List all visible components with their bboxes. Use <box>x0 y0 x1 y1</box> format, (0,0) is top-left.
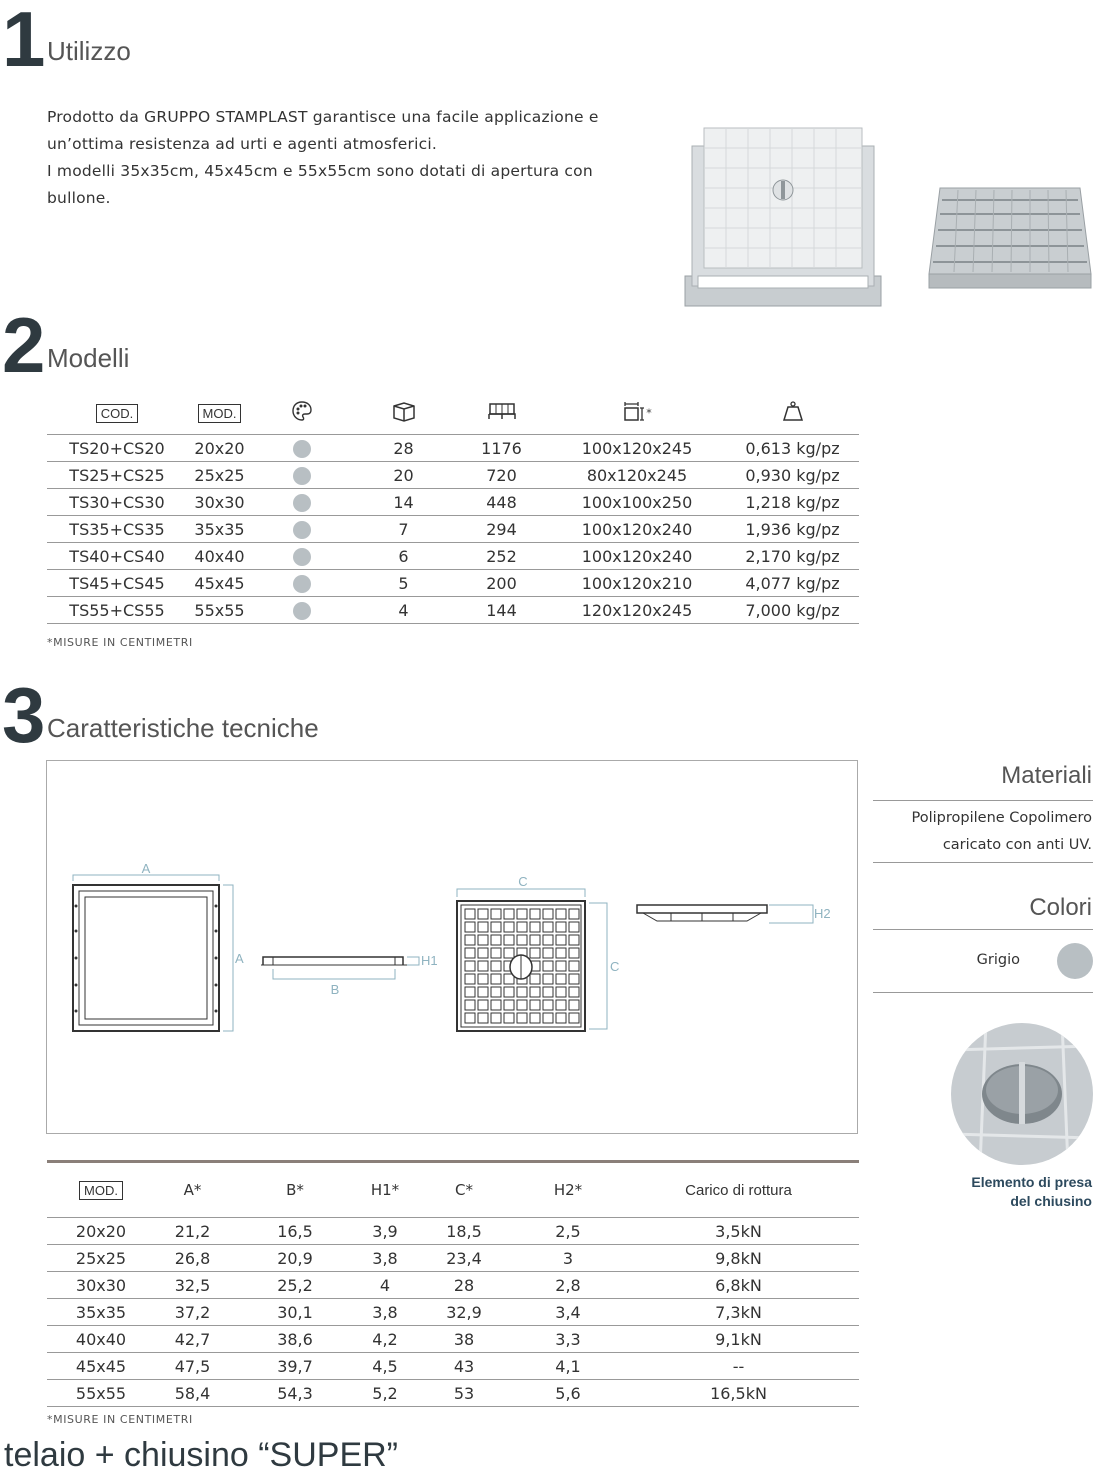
caption-line-1: Elemento di presa <box>971 1174 1092 1190</box>
technical-table <box>47 1160 859 1407</box>
technical-drawing <box>47 761 857 1133</box>
color-dot <box>293 440 311 458</box>
divider <box>873 800 1093 801</box>
table-row: 20x20 21,2 16,5 3,9 18,5 2,5 3,5kN <box>47 1218 859 1245</box>
grid-cell <box>504 909 514 919</box>
grid-cell <box>491 948 501 958</box>
grid-cell <box>504 987 514 997</box>
models-note: *MISURE IN CENTIMETRI <box>47 636 193 649</box>
grid-cell <box>478 935 488 945</box>
color-dot <box>293 467 311 485</box>
grid-cell <box>478 974 488 984</box>
grid-cell <box>543 909 553 919</box>
header-load: Carico di rottura <box>618 1162 859 1218</box>
label-b: B <box>330 982 340 997</box>
header-c: C* <box>410 1162 518 1218</box>
grid-cell <box>504 1013 514 1023</box>
table-row: 35x35 37,2 30,1 3,8 32,9 3,4 7,3kN <box>47 1299 859 1326</box>
grid-cell <box>465 909 475 919</box>
color-dot <box>293 602 311 620</box>
weight-icon <box>726 392 859 435</box>
grid-cell <box>543 922 553 932</box>
grid-cell <box>530 922 540 932</box>
table-row: TS35+CS35 35x35 7 294 100x120x240 1,936 kg/pz <box>47 516 859 543</box>
header-b: B* <box>230 1162 360 1218</box>
label-a-side: A <box>235 951 244 966</box>
grid-cell <box>504 1000 514 1010</box>
grid-cell <box>465 935 475 945</box>
color-dot <box>293 548 311 566</box>
label-h1: H1 <box>421 953 438 968</box>
table-row: TS45+CS45 45x45 5 200 100x120x210 4,077 kg/pz <box>47 570 859 597</box>
grid-cell <box>569 922 579 932</box>
grid-cell <box>465 961 475 971</box>
color-dot <box>293 575 311 593</box>
grid-cell <box>478 1000 488 1010</box>
grid-cell <box>543 974 553 984</box>
grid-cell <box>530 935 540 945</box>
divider <box>873 862 1093 863</box>
materials-text <box>912 805 1092 859</box>
grid-cell <box>569 1000 579 1010</box>
handle-caption <box>971 1173 1092 1211</box>
header-mod: MOD. <box>47 1162 155 1218</box>
section-3-number: 3 <box>2 671 44 759</box>
grid-cell <box>543 961 553 971</box>
header-h2: H2* <box>518 1162 618 1218</box>
grid-cell <box>569 948 579 958</box>
grid-cell <box>543 948 553 958</box>
grid-cell <box>478 1013 488 1023</box>
colors-title: Colori <box>1029 894 1092 921</box>
grid-cell <box>569 961 579 971</box>
grid-cell <box>491 909 501 919</box>
section-2-title: Modelli <box>47 343 130 373</box>
grid-cell <box>465 1000 475 1010</box>
table-row: 30x30 32,5 25,2 4 28 2,8 6,8kN <box>47 1272 859 1299</box>
grid-cell <box>517 1013 527 1023</box>
caption-line-2: del chiusino <box>1010 1193 1092 1209</box>
grid-cell <box>569 935 579 945</box>
table-row: 40x40 42,7 38,6 4,2 38 3,3 9,1kN <box>47 1326 859 1353</box>
table-row: TS40+CS40 40x40 6 252 100x120x240 2,170 kg/pz <box>47 543 859 570</box>
grid-cell <box>478 961 488 971</box>
materials-line-2: caricato con anti UV. <box>942 837 1092 853</box>
grid-cell <box>530 1013 540 1023</box>
grid-cell <box>491 987 501 997</box>
grid-cell <box>569 974 579 984</box>
product-frame-cover-image <box>684 126 882 308</box>
grid-cell <box>543 1000 553 1010</box>
grid-cell <box>556 961 566 971</box>
box-icon <box>352 392 455 435</box>
grid-cell <box>478 922 488 932</box>
grid-cell <box>530 948 540 958</box>
color-dot <box>293 494 311 512</box>
section-1-number: 1 <box>2 0 44 83</box>
divider <box>873 929 1093 930</box>
label-a-top: A <box>141 861 151 876</box>
grid-cell <box>478 909 488 919</box>
section-2-number: 2 <box>2 301 44 389</box>
header-mod: MOD. <box>187 392 252 435</box>
table-row: TS55+CS55 55x55 4 144 120x120x245 7,000 kg/pz <box>47 597 859 624</box>
handle-detail-image <box>950 1022 1094 1166</box>
grid-cell <box>478 948 488 958</box>
grid-cell <box>569 987 579 997</box>
section-3-title: Caratteristiche tecniche <box>47 713 319 743</box>
grid-cell <box>530 974 540 984</box>
grid-cell <box>517 922 527 932</box>
grid-cell <box>478 987 488 997</box>
grid-cell <box>530 909 540 919</box>
intro-text <box>47 104 607 212</box>
grid-cell <box>491 922 501 932</box>
grid-cell <box>465 922 475 932</box>
label-h2: H2 <box>814 906 831 921</box>
header-h1: H1* <box>360 1162 410 1218</box>
pallet-icon <box>455 392 548 435</box>
grid-cell <box>517 1000 527 1010</box>
grid-cell <box>556 974 566 984</box>
grid-cell <box>556 909 566 919</box>
grid-cell <box>543 935 553 945</box>
grid-cell <box>530 1000 540 1010</box>
table-row: 45x45 47,5 39,7 4,5 43 4,1 -- <box>47 1353 859 1380</box>
grid-cell <box>543 1013 553 1023</box>
intro-line-2: I modelli 35x35cm, 45x45cm e 55x55cm sono dotati di apertura con bullone. <box>47 162 593 207</box>
divider <box>873 992 1093 993</box>
palette-icon <box>252 392 352 435</box>
grid-cell <box>491 1000 501 1010</box>
color-dot <box>293 521 311 539</box>
grid-cell <box>465 974 475 984</box>
table-row: 25x25 26,8 20,9 3,8 23,4 3 9,8kN <box>47 1245 859 1272</box>
table-row: TS30+CS30 30x30 14 448 100x100x250 1,218 kg/pz <box>47 489 859 516</box>
section-1-title: Utilizzo <box>47 36 131 66</box>
header-cod: COD. <box>47 392 187 435</box>
grid-cell <box>491 961 501 971</box>
product-grate-image <box>928 186 1092 290</box>
grid-cell <box>556 922 566 932</box>
grid-cell <box>556 1000 566 1010</box>
models-header-row <box>47 392 859 435</box>
grid-cell <box>465 987 475 997</box>
grid-cell <box>491 935 501 945</box>
grid-cell <box>556 987 566 997</box>
grid-cell <box>491 974 501 984</box>
dimension-icon: * <box>548 392 726 435</box>
grid-cell <box>556 1013 566 1023</box>
grid-cell <box>504 948 514 958</box>
grid-cell <box>504 935 514 945</box>
technical-drawing-box <box>46 760 858 1134</box>
grid-cell <box>517 987 527 997</box>
header-a: A* <box>155 1162 230 1218</box>
tech-header-row <box>47 1162 859 1218</box>
footer-product-title: telaio + chiusino “SUPER” <box>4 1436 399 1474</box>
label-c-top: C <box>518 874 528 889</box>
table-row: TS20+CS20 20x20 28 1176 100x120x245 0,613 kg/pz <box>47 435 859 462</box>
intro-line-1: Prodotto da GRUPPO STAMPLAST garantisce una facile applicazione e un’ottima resistenza ad urti e agenti atmosferici. <box>47 108 599 153</box>
grid-cell <box>556 948 566 958</box>
grid-cell <box>543 987 553 997</box>
models-table <box>47 392 859 624</box>
grid-cell <box>491 1013 501 1023</box>
grid-cell <box>517 909 527 919</box>
grid-cell <box>556 935 566 945</box>
materials-title: Materiali <box>1001 762 1092 789</box>
table-row: TS25+CS25 25x25 20 720 80x120x245 0,930 kg/pz <box>47 462 859 489</box>
table-row: 55x55 58,4 54,3 5,2 53 5,6 16,5kN <box>47 1380 859 1407</box>
label-c-side: C <box>610 959 620 974</box>
color-name: Grigio <box>976 952 1020 968</box>
grid-cell <box>465 1013 475 1023</box>
materials-line-1: Polipropilene Copolimero <box>911 810 1092 826</box>
grid-cell <box>517 935 527 945</box>
grid-cell <box>465 948 475 958</box>
grid-cell <box>530 987 540 997</box>
grid-cell <box>569 909 579 919</box>
grid-cell <box>504 922 514 932</box>
color-swatch <box>1057 943 1093 979</box>
tech-note: *MISURE IN CENTIMETRI <box>47 1413 193 1426</box>
grid-cell <box>569 1013 579 1023</box>
